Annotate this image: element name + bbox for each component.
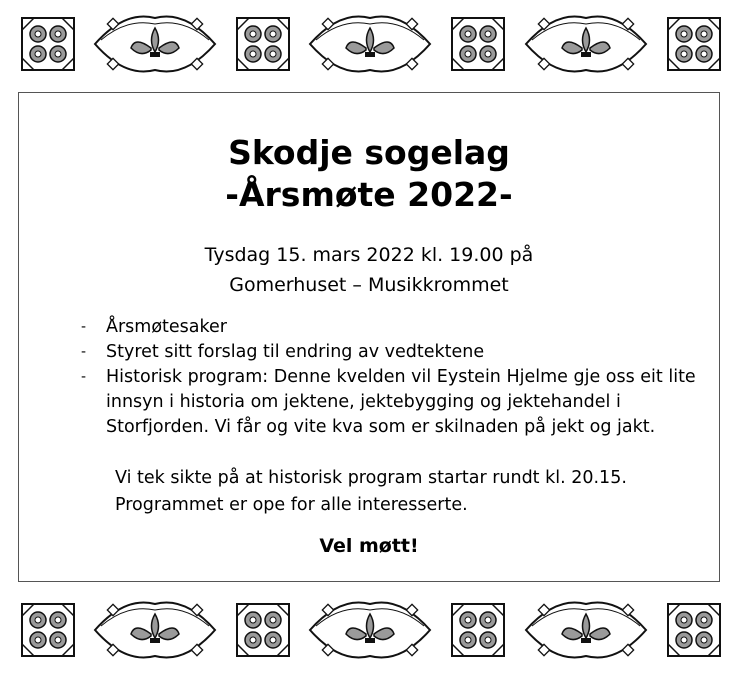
bottom-ornament-border (18, 594, 724, 666)
fleur-de-lis-icon (526, 16, 646, 71)
agenda-item-text: Styret sitt forslag til endring av vedtektene (106, 342, 485, 362)
agenda-item-text: Årsmøtesaker (106, 317, 227, 337)
bullet-dash: - (81, 369, 87, 385)
fleur-de-lis-icon (310, 602, 430, 657)
meeting-location: Gomerhuset – Musikkrommet (229, 274, 509, 296)
fleur-de-lis-icon (95, 16, 215, 71)
agenda-item (79, 365, 699, 440)
quatrefoil-knot-icon (668, 604, 720, 656)
title-society-name: Skodje sogelag (228, 133, 510, 172)
top-ornament-border (18, 8, 724, 80)
quatrefoil-knot-icon (22, 18, 74, 70)
fleur-de-lis-icon (310, 16, 430, 71)
bullet-dash: - (81, 344, 87, 360)
closing-greeting: Vel møtt! (319, 535, 419, 557)
quatrefoil-knot-icon (452, 604, 504, 656)
agenda-list (79, 315, 699, 440)
quatrefoil-knot-icon (668, 18, 720, 70)
notice-box (18, 92, 720, 582)
title-meeting-name: -Årsmøte 2022- (225, 175, 513, 214)
fleur-de-lis-icon (526, 602, 646, 657)
bullet-dash: - (81, 319, 87, 335)
quatrefoil-knot-icon (237, 604, 289, 656)
quatrefoil-knot-icon (237, 18, 289, 70)
agenda-item-text: Historisk program: Denne kvelden vil Eystein Hjelme gje oss eit lite innsyn i historia om jektene, jektebygging og jektehandel i Storfjorden. Vi får og vite kva som er skilnaden på jekt og jakt. (106, 367, 696, 437)
quatrefoil-knot-icon (22, 604, 74, 656)
quatrefoil-knot-icon (452, 18, 504, 70)
fleur-de-lis-icon (95, 602, 215, 657)
footer-info (115, 465, 695, 519)
meeting-date-time: Tysdag 15. mars 2022 kl. 19.00 på (204, 244, 534, 266)
program-start-note: Vi tek sikte på at historisk program startar rundt kl. 20.15. (115, 468, 627, 488)
agenda-item (79, 340, 699, 365)
open-to-all-note: Programmet er ope for alle interesserte. (115, 495, 468, 515)
agenda-item (79, 315, 699, 340)
